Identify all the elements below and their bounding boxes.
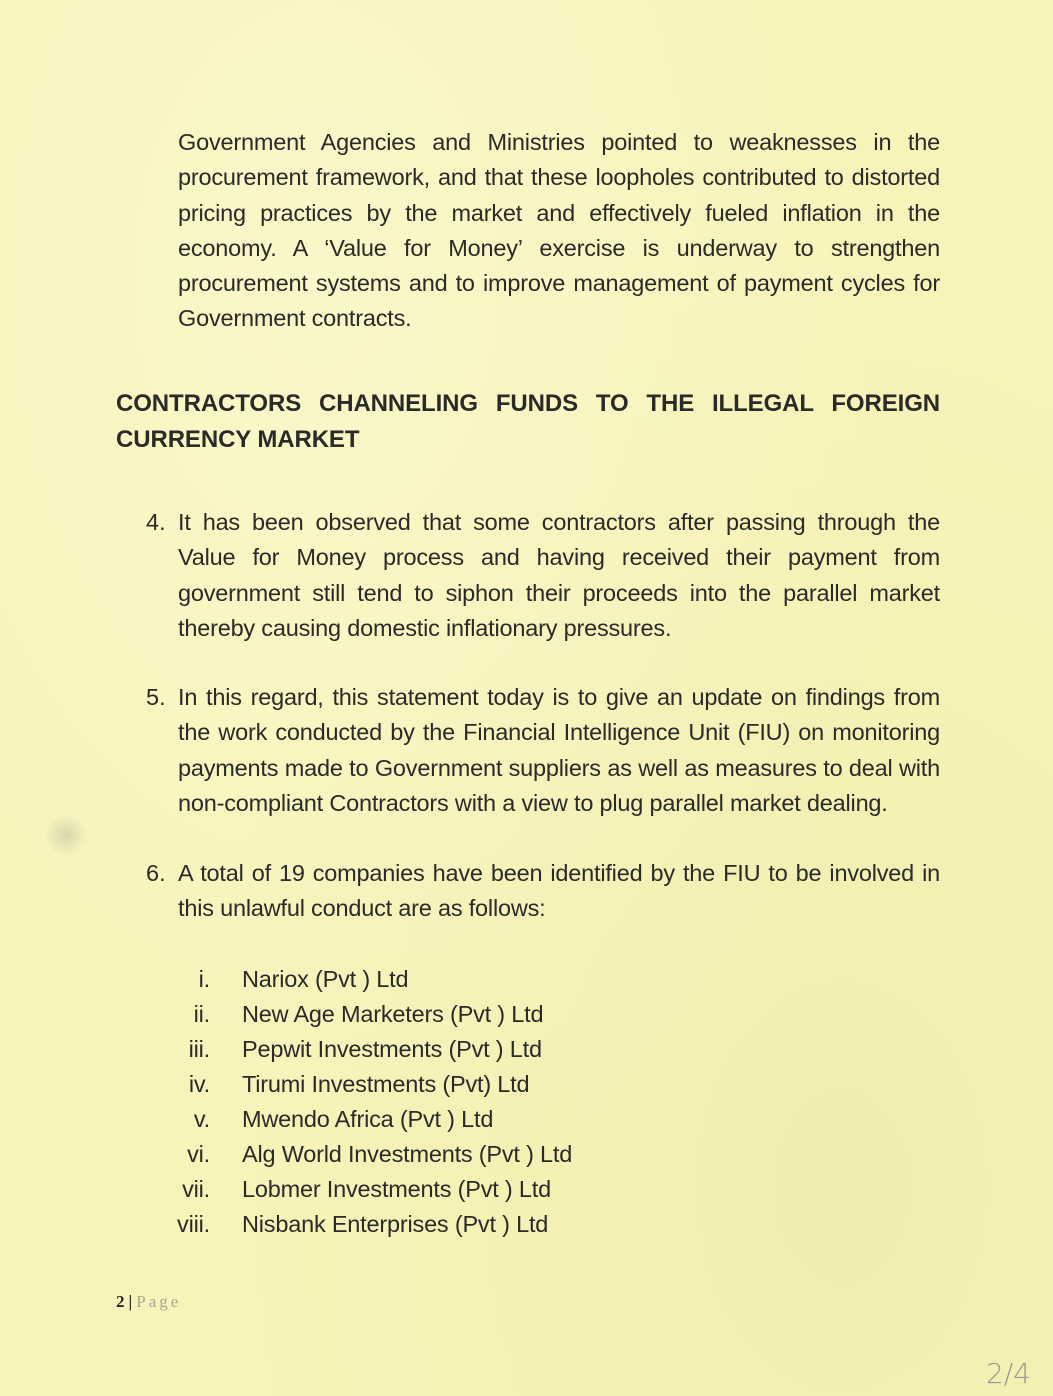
- list-numeral: v.: [193, 1106, 210, 1132]
- list-item: [160, 997, 660, 1032]
- list-numeral: vi.: [187, 1141, 210, 1167]
- company-name: Nisbank Enterprises (Pvt ) Ltd: [242, 1211, 549, 1237]
- scan-smudge: [46, 816, 86, 858]
- paragraph-text: It has been observed that some contractors after passing through the Value for Money process and having received their payment from government still tend to siphon their proceeds into the parallel market thereby causing domestic inflationary pressures.: [178, 509, 940, 641]
- list-item: [160, 1032, 660, 1067]
- company-name: Mwendo Africa (Pvt ) Ltd: [242, 1106, 494, 1132]
- list-numeral: iii.: [188, 1036, 210, 1062]
- paragraph-number: 4.: [146, 509, 166, 535]
- footer-page-number: 2: [116, 1292, 125, 1311]
- company-name: New Age Marketers (Pvt ) Ltd: [242, 1001, 544, 1027]
- company-name: Alg World Investments (Pvt ) Ltd: [242, 1141, 573, 1167]
- paragraph-text: In this regard, this statement today is to give an update on findings from the work conducted by the Financial Intelligence Unit (FIU) on monitoring payments made to Government suppliers as well as measures to deal with non-compliant Contractors with a view to plug parallel market dealing.: [178, 684, 940, 816]
- list-item: [160, 962, 660, 997]
- paragraph-number: 6.: [146, 860, 166, 886]
- list-item: [160, 1207, 660, 1242]
- list-item: [160, 1102, 660, 1137]
- list-item: [160, 1172, 660, 1207]
- footer-separator: |: [128, 1292, 133, 1311]
- company-name: Nariox (Pvt ) Ltd: [242, 966, 409, 992]
- list-item: [160, 1067, 660, 1102]
- list-numeral: ii.: [193, 1001, 210, 1027]
- list-numeral: i.: [198, 966, 210, 992]
- page-footer: [116, 1292, 181, 1312]
- company-list: [160, 962, 660, 1242]
- footer-page-label: Page: [136, 1292, 182, 1311]
- paragraph-number: 5.: [146, 684, 166, 710]
- company-name: Pepwit Investments (Pvt ) Ltd: [242, 1036, 542, 1062]
- paragraph-text: A total of 19 companies have been identified by the FIU to be involved in this unlawful conduct are as follows:: [178, 860, 940, 922]
- list-numeral: viii.: [177, 1211, 210, 1237]
- list-numeral: vii.: [182, 1176, 210, 1202]
- intro-paragraph: Government Agencies and Ministries pointed to weaknesses in the procurement framework, and that these loopholes contributed to distorted pricing practices by the market and effectively fueled inflation in the economy. A ‘Value for Money’ exercise is underway to strengthen procurement systems and to improve management of payment cycles for Government contracts.: [178, 129, 940, 332]
- page-indicator: 2/4: [985, 1357, 1031, 1390]
- section-heading: CONTRACTORS CHANNELING FUNDS TO THE ILLEGAL FOREIGN CURRENCY MARKET: [116, 390, 940, 453]
- company-name: Tirumi Investments (Pvt) Ltd: [242, 1071, 530, 1097]
- list-item: [160, 1137, 660, 1172]
- list-numeral: iv.: [188, 1071, 210, 1097]
- company-name: Lobmer Investments (Pvt ) Ltd: [242, 1176, 551, 1202]
